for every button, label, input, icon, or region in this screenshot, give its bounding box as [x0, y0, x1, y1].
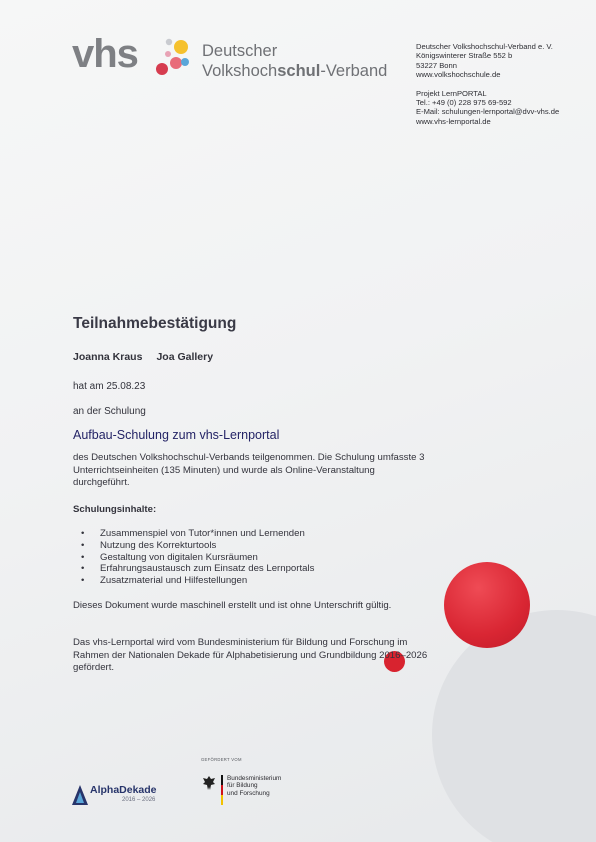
address-web: www.volkshochschule.de: [416, 70, 501, 80]
vhs-logo-mark: vhs: [72, 32, 138, 76]
list-item: • Gestaltung von digitalen Kursräumen: [73, 552, 314, 564]
alphadekade-logo-icon: [71, 784, 89, 806]
course-title: Aufbau-Schulung zum vhs-Lernportal: [73, 428, 280, 442]
funded-by-label: GEFÖRDERT VOM: [201, 757, 242, 762]
logo-dots-icon: [150, 34, 196, 80]
course-description: des Deutschen Volkshochschul-Verbands teilgenommen. Die Schulung umfasste 3 Unterrichtseinheiten (135 Minuten) und wurde als Online-Veranstaltung durchgeführt.: [73, 452, 425, 488]
address-city: 53227 Bonn: [416, 60, 457, 70]
list-item: • Zusatzmaterial und Hilfestellungen: [73, 575, 314, 587]
ministry-name: Bundesministerium für Bildung und Forschung: [227, 775, 282, 797]
address-street: Königswinterer Straße 552 b: [416, 51, 513, 61]
address-email: E-Mail: schulungen-lernportal@dvv-vhs.de: [416, 107, 560, 117]
list-item: • Nutzung des Korrekturtools: [73, 540, 314, 552]
participant-name: Joanna Kraus: [73, 351, 143, 363]
german-flag-bar-icon: [221, 775, 223, 805]
participant-org: Joa Gallery: [156, 351, 214, 363]
address-phone: Tel.: +49 (0) 228 975 69-592: [416, 98, 512, 108]
intro-line: an der Schulung: [73, 406, 146, 417]
vhs-logo-name: [202, 41, 387, 81]
participant: [73, 351, 213, 363]
document-title: Teilnahmebestätigung: [73, 315, 237, 332]
contents-list: [73, 528, 314, 587]
contents-heading: Schulungsinhalte:: [73, 504, 157, 515]
address-project: Projekt LernPORTAL: [416, 88, 487, 98]
sender-address: [416, 42, 559, 126]
date-line: hat am 25.08.23: [73, 381, 146, 392]
list-item: • Zusammenspiel von Tutor*innen und Lernenden: [73, 528, 314, 540]
logo-name-line1: Deutscher: [202, 42, 278, 60]
address-project-web: www.vhs-lernportal.de: [416, 116, 491, 126]
machine-note: Dieses Dokument wurde maschinell erstellt und ist ohne Unterschrift gültig.: [73, 600, 392, 611]
funding-note: Das vhs-Lernportal wird vom Bundesministerium für Bildung und Forschung im Rahmen der Nationalen Dekade für Alphabetisierung und Grundbildung 2016–2026 gefördert.: [73, 637, 428, 673]
alphadekade-name: AlphaDekade: [90, 784, 157, 796]
address-org: Deutscher Volkshochschul-Verband e. V.: [416, 42, 553, 51]
list-item: • Erfahrungsaustausch zum Einsatz des Lernportals: [73, 563, 314, 575]
alphadekade-years: 2016 – 2026: [122, 797, 156, 803]
federal-eagle-icon: [202, 775, 216, 791]
decorative-grey-circle: [432, 610, 596, 842]
logo-name-line2: Volkshochschul-Verband: [202, 62, 388, 80]
decorative-red-circle: [444, 562, 530, 648]
